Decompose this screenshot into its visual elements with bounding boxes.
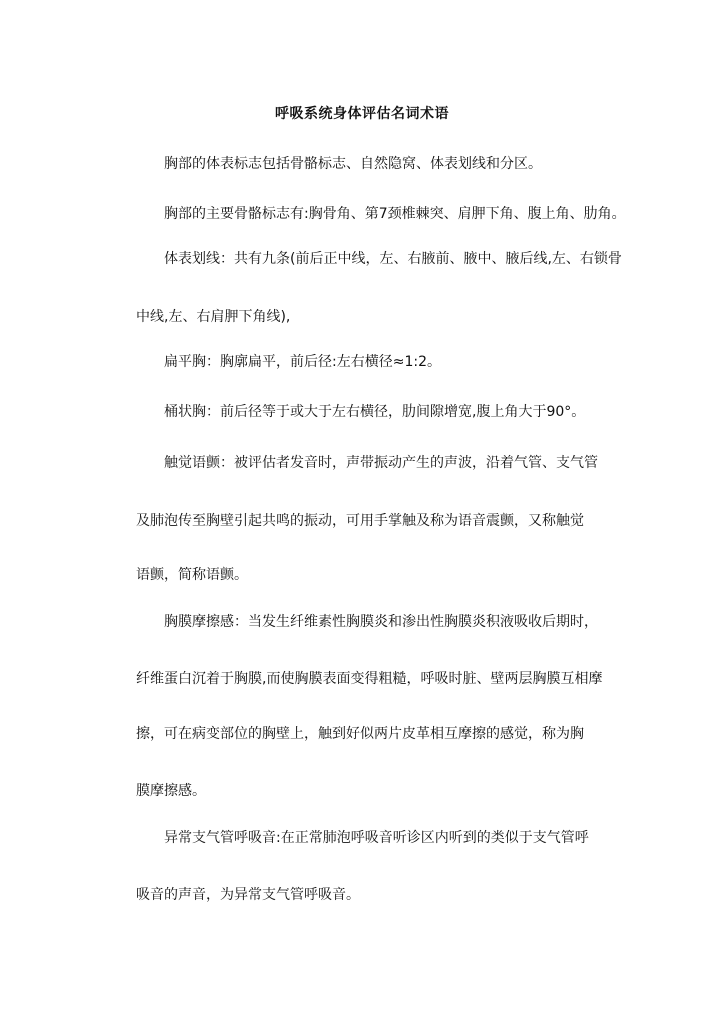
paragraph-pleural-friction-cont-3: 膜摩擦感。 — [136, 783, 206, 799]
paragraph-landmarks-overview: 胸部的体表标志包括骨骼标志、自然隐窝、体表划线和分区。 — [164, 156, 542, 172]
paragraph-reference-lines-cont: 中线,左、右肩胛下角线), — [136, 309, 291, 325]
paragraph-pleural-friction-cont-2: 擦，可在病变部位的胸壁上，触到好似两片皮革相互摩擦的感觉，称为胸 — [136, 726, 584, 742]
paragraph-abnormal-bronchial: 异常支气管呼吸音:在正常肺泡呼吸音听诊区内听到的类似于支气管呼 — [164, 830, 589, 846]
paragraph-bony-landmarks: 胸部的主要骨骼标志有:胸骨角、第7颈椎棘突、肩胛下角、腹上角、肋角。 — [164, 206, 626, 222]
paragraph-barrel-chest: 桶状胸：前后径等于或大于左右横径，肋间隙增宽,腹上角大于90°。 — [164, 404, 586, 420]
paragraph-pleural-friction: 胸膜摩擦感：当发生纤维素性胸膜炎和渗出性胸膜炎积液吸收后期时， — [164, 614, 598, 630]
paragraph-tactile-fremitus-cont-1: 及肺泡传至胸壁引起共鸣的振动，可用手掌触及称为语音震颤，又称触觉 — [136, 513, 584, 529]
paragraph-flat-chest: 扁平胸：胸廓扁平，前后径:左右横径≈1:2。 — [164, 354, 441, 370]
paragraph-abnormal-bronchial-cont: 吸音的声音，为异常支气管呼吸音。 — [136, 887, 360, 903]
document-title: 呼吸系统身体评估名词术语 — [275, 106, 449, 122]
paragraph-tactile-fremitus-cont-2: 语颤，简称语颤。 — [136, 567, 248, 583]
paragraph-reference-lines: 体表划线：共有九条(前后正中线，左、右腋前、腋中、腋后线,左、右锁骨 — [164, 251, 622, 267]
paragraph-pleural-friction-cont-1: 纤维蛋白沉着于胸膜,而使胸膜表面变得粗糙，呼吸时脏、壁两层胸膜互相摩 — [136, 671, 603, 687]
paragraph-tactile-fremitus: 触觉语颤：被评估者发音时，声带振动产生的声波，沿着气管、支气管 — [164, 455, 598, 471]
